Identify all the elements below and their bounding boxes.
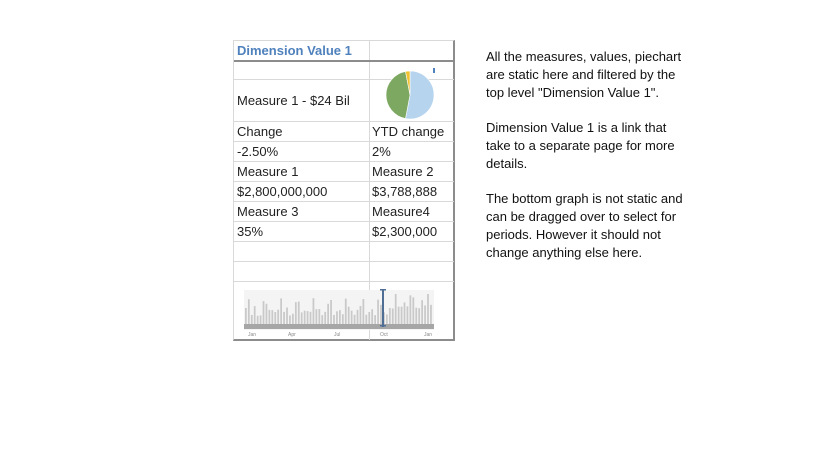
timeline-bar xyxy=(421,300,423,324)
measure-2-value: $3,788,888 xyxy=(372,184,438,199)
timeline-tick-label: Jan xyxy=(248,332,257,338)
timeline-bar xyxy=(407,306,409,324)
timeline-handle-cap[interactable] xyxy=(380,289,386,291)
table-row xyxy=(234,182,454,202)
timeline-range-track[interactable] xyxy=(244,324,434,329)
pie-slice-1 xyxy=(386,71,410,118)
measure-4-label: Measure4 xyxy=(372,204,430,219)
table-row xyxy=(234,162,454,182)
timeline-bar xyxy=(386,314,388,324)
timeline-bar xyxy=(389,308,391,324)
timeline-bar xyxy=(401,307,403,324)
dimension-value-link[interactable]: Dimension Value 1 xyxy=(234,41,370,60)
timeline-bar xyxy=(342,314,344,324)
timeline-bar xyxy=(298,302,300,324)
measure-1-value: $2,800,000,000 xyxy=(234,182,370,201)
timeline-bar xyxy=(354,315,356,324)
timeline-svg[interactable] xyxy=(242,288,438,338)
timeline-bar xyxy=(327,304,329,324)
timeline-bar xyxy=(263,301,265,324)
table-row xyxy=(234,142,454,162)
timeline-bar xyxy=(254,306,256,324)
timeline-bar xyxy=(321,315,323,324)
measure-3-label: Measure 3 xyxy=(234,202,370,221)
pie-chart xyxy=(384,65,440,126)
timeline-bar xyxy=(248,299,250,324)
timeline-handle-cap[interactable] xyxy=(380,325,386,327)
timeline-bar xyxy=(418,308,420,324)
timeline-bar xyxy=(269,310,271,324)
measure-2-label: Measure 2 xyxy=(372,164,434,179)
timeline-bar xyxy=(371,309,373,324)
timeline-chart[interactable] xyxy=(242,288,438,343)
timeline-bar xyxy=(427,294,429,324)
timeline-bar xyxy=(260,315,262,324)
timeline-bar xyxy=(380,305,382,324)
table-row xyxy=(234,222,454,242)
timeline-bar xyxy=(333,315,335,324)
timeline-tick-label: Jan xyxy=(424,332,433,338)
timeline-bar xyxy=(412,297,414,324)
timeline-bar xyxy=(251,315,253,324)
timeline-bar xyxy=(374,315,376,324)
empty-cell xyxy=(234,242,370,261)
timeline-bar xyxy=(257,316,259,324)
timeline-bar xyxy=(410,295,412,324)
notes-panel xyxy=(486,48,686,279)
header-empty-cell xyxy=(370,41,454,60)
timeline-bar xyxy=(330,300,332,324)
timeline-bar xyxy=(289,316,291,325)
empty-cell xyxy=(234,262,370,281)
header-row xyxy=(234,41,454,62)
timeline-bar xyxy=(310,312,312,324)
timeline-selection-handle[interactable] xyxy=(382,289,384,327)
timeline-tick-label: Oct xyxy=(380,332,388,338)
timeline-tick-label: Jul xyxy=(334,332,341,338)
measure-3-value: 35% xyxy=(234,222,370,241)
timeline-bar xyxy=(424,305,426,324)
timeline-bar xyxy=(415,308,417,324)
note-timeline: The bottom graph is not static and can be dragged over to select for periods. However it should not change anything else here. xyxy=(486,191,683,260)
spacer-cell xyxy=(234,62,370,79)
timeline-bar xyxy=(345,299,347,324)
timeline-bar xyxy=(365,315,367,324)
timeline-bar xyxy=(266,304,268,324)
empty-row xyxy=(234,262,454,282)
table-row xyxy=(234,202,454,222)
timeline-bar xyxy=(357,310,359,324)
change-value: -2.50% xyxy=(234,142,370,161)
timeline-bar xyxy=(395,294,397,324)
ytd-change-value: 2% xyxy=(372,144,391,159)
timeline-bar xyxy=(286,308,288,324)
timeline-bar xyxy=(283,312,285,324)
timeline-bar xyxy=(430,305,432,324)
timeline-bar xyxy=(360,306,362,324)
timeline-bar xyxy=(301,312,303,324)
timeline-bar xyxy=(377,300,379,324)
timeline-bar xyxy=(351,311,353,324)
timeline-bar xyxy=(368,312,370,324)
measure-4-value: $2,300,000 xyxy=(372,224,438,239)
timeline-bar xyxy=(404,302,406,324)
timeline-bar xyxy=(280,298,282,324)
timeline-bar xyxy=(318,309,320,324)
timeline-bar xyxy=(277,310,279,324)
change-label: Change xyxy=(234,122,370,141)
timeline-bar xyxy=(324,312,326,324)
timeline-bar xyxy=(292,314,294,324)
measure-summary: Measure 1 - $24 Bil xyxy=(234,80,370,121)
timeline-bar xyxy=(339,310,341,324)
timeline-bar xyxy=(307,311,309,324)
pie-chart-svg xyxy=(384,65,440,121)
measure-1-label: Measure 1 xyxy=(234,162,370,181)
timeline-bar xyxy=(363,299,365,324)
timeline-bar xyxy=(274,312,276,324)
empty-row xyxy=(234,242,454,262)
timeline-bar xyxy=(271,310,273,324)
timeline-bar xyxy=(245,308,247,324)
ytd-change-label: YTD change xyxy=(372,124,445,139)
timeline-bar xyxy=(295,302,297,324)
timeline-bar xyxy=(392,309,394,324)
timeline-bar xyxy=(336,311,338,324)
timeline-bar xyxy=(313,298,315,324)
timeline-bar xyxy=(304,311,306,324)
dashboard-table xyxy=(233,40,455,341)
timeline-bar xyxy=(348,307,350,324)
timeline-bar xyxy=(316,309,318,324)
note-static-measures: All the measures, values, piechart are static here and filtered by the top level "Dimension Value 1". xyxy=(486,49,682,100)
note-link: Dimension Value 1 is a link that take to a separate page for more details. xyxy=(486,120,675,171)
timeline-tick-label: Apr xyxy=(288,332,296,338)
pie-legend-marker xyxy=(433,68,435,73)
timeline-bar xyxy=(398,307,400,324)
